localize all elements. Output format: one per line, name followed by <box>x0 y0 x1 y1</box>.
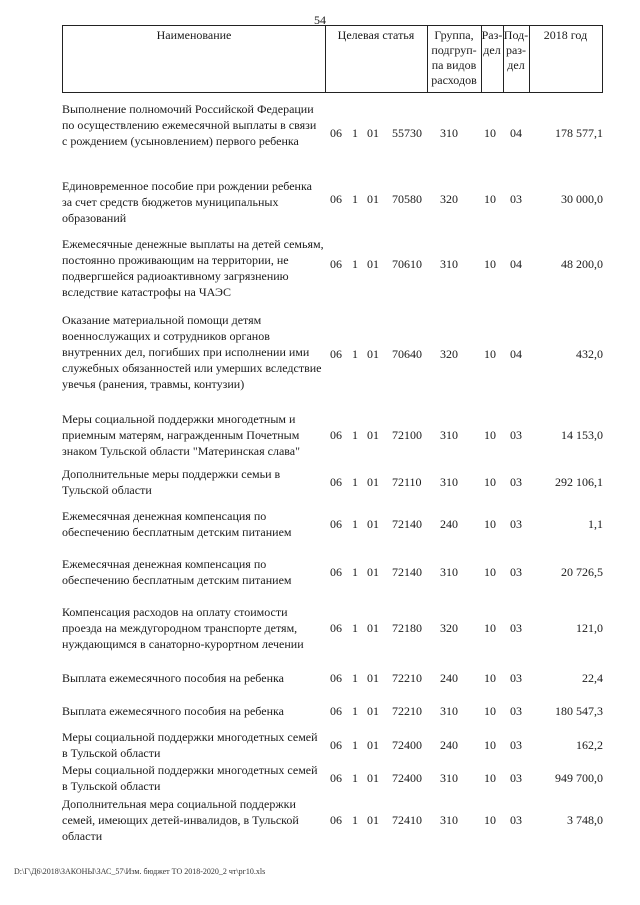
code-main-event: 01 <box>367 475 379 489</box>
code-direction: 72210 <box>392 671 422 685</box>
row-name: Дополнительная мера социальной поддержки семей, имеющих детей-инвалидов, в Тульской области <box>62 797 299 843</box>
row-name: Единовременное пособие при рождении ребенка за счет средств бюджетов муниципальных образований <box>62 179 312 225</box>
expense-group: 310 <box>440 428 458 442</box>
section: 10 <box>484 771 496 785</box>
code-program: 06 <box>330 771 342 785</box>
code-main-event: 01 <box>367 771 379 785</box>
code-program: 06 <box>330 126 342 140</box>
expense-group: 320 <box>440 347 458 361</box>
section: 10 <box>484 428 496 442</box>
code-main-event: 01 <box>367 621 379 635</box>
expense-group: 310 <box>440 813 458 827</box>
expense-group: 240 <box>440 671 458 685</box>
subsection: 04 <box>510 126 522 140</box>
code-main-event: 01 <box>367 192 379 206</box>
amount-2018: 1,1 <box>588 517 603 531</box>
page-number: 54 <box>314 13 326 27</box>
section: 10 <box>484 738 496 752</box>
code-subprogram: 1 <box>352 771 358 785</box>
header-subsection: Под- раз- дел <box>503 28 529 72</box>
code-subprogram: 1 <box>352 347 358 361</box>
row-name: Ежемесячная денежная компенсация по обеспечению бесплатным детским питанием <box>62 509 292 539</box>
expense-group: 320 <box>440 192 458 206</box>
subsection: 04 <box>510 347 522 361</box>
section: 10 <box>484 565 496 579</box>
amount-2018: 949 700,0 <box>555 771 603 785</box>
expense-group: 310 <box>440 704 458 718</box>
row-name: Меры социальной поддержки многодетных семей в Тульской области <box>62 763 318 793</box>
header-name: Наименование <box>156 28 232 42</box>
code-subprogram: 1 <box>352 126 358 140</box>
code-direction: 70580 <box>392 192 422 206</box>
header-target: Целевая статья <box>337 28 415 42</box>
code-direction: 72100 <box>392 428 422 442</box>
code-main-event: 01 <box>367 257 379 271</box>
code-subprogram: 1 <box>352 428 358 442</box>
expense-group: 240 <box>440 738 458 752</box>
row-name: Меры социальной поддержки многодетных семей в Тульской области <box>62 730 318 760</box>
code-direction: 72400 <box>392 771 422 785</box>
code-program: 06 <box>330 671 342 685</box>
code-direction: 72210 <box>392 704 422 718</box>
code-subprogram: 1 <box>352 517 358 531</box>
code-program: 06 <box>330 347 342 361</box>
code-direction: 72410 <box>392 813 422 827</box>
code-program: 06 <box>330 738 342 752</box>
code-direction: 55730 <box>392 126 422 140</box>
code-direction: 70640 <box>392 347 422 361</box>
subsection: 03 <box>510 475 522 489</box>
code-program: 06 <box>330 565 342 579</box>
section: 10 <box>484 517 496 531</box>
expense-group: 310 <box>440 565 458 579</box>
code-main-event: 01 <box>367 813 379 827</box>
code-direction: 72140 <box>392 565 422 579</box>
code-direction: 72140 <box>392 517 422 531</box>
row-name: Ежемесячные денежные выплаты на детей семьям, постоянно проживающим на территории, не подвергшейся радиоактивному загрязнению вследствие катастрофы на ЧАЭС <box>62 237 324 299</box>
amount-2018: 180 547,3 <box>555 704 603 718</box>
subsection: 03 <box>510 738 522 752</box>
row-name: Выплата ежемесячного пособия на ребенка <box>62 704 284 718</box>
section: 10 <box>484 347 496 361</box>
code-program: 06 <box>330 813 342 827</box>
code-main-event: 01 <box>367 428 379 442</box>
section: 10 <box>484 475 496 489</box>
code-main-event: 01 <box>367 347 379 361</box>
expense-group: 310 <box>440 771 458 785</box>
code-subprogram: 1 <box>352 475 358 489</box>
amount-2018: 162,2 <box>576 738 603 752</box>
header-section: Раз- дел <box>481 28 503 57</box>
expense-group: 320 <box>440 621 458 635</box>
code-subprogram: 1 <box>352 621 358 635</box>
amount-2018: 292 106,1 <box>555 475 603 489</box>
code-direction: 72400 <box>392 738 422 752</box>
code-main-event: 01 <box>367 671 379 685</box>
amount-2018: 22,4 <box>582 671 603 685</box>
row-name: Выполнение полномочий Российской Федерации по осуществлению ежемесячной выплаты в связи с рождением (усыновлением) первого ребенка <box>62 102 317 148</box>
section: 10 <box>484 671 496 685</box>
subsection: 03 <box>510 704 522 718</box>
code-program: 06 <box>330 475 342 489</box>
code-direction: 72110 <box>392 475 422 489</box>
subsection: 03 <box>510 813 522 827</box>
amount-2018: 48 200,0 <box>561 257 603 271</box>
code-main-event: 01 <box>367 126 379 140</box>
header-year: 2018 год <box>543 28 588 42</box>
file-path-footer: D:\Г\Д6\2018\ЗАКОНЫ\ЗАС_57\Изм. бюджет ТО 2018-2020_2 чт\рг10.xls <box>14 867 266 876</box>
code-program: 06 <box>330 621 342 635</box>
amount-2018: 14 153,0 <box>561 428 603 442</box>
subsection: 03 <box>510 565 522 579</box>
section: 10 <box>484 704 496 718</box>
row-name: Меры социальной поддержки многодетным и приемным матерям, награжденным Почетным знаком Тульской области "Материнская слава" <box>62 412 301 458</box>
subsection: 03 <box>510 192 522 206</box>
row-name: Дополнительные меры поддержки семьи в Тульской области <box>62 467 281 497</box>
code-program: 06 <box>330 192 342 206</box>
expense-group: 310 <box>440 126 458 140</box>
table-header <box>62 25 603 93</box>
code-direction: 70610 <box>392 257 422 271</box>
code-subprogram: 1 <box>352 704 358 718</box>
code-subprogram: 1 <box>352 671 358 685</box>
subsection: 03 <box>510 621 522 635</box>
code-program: 06 <box>330 704 342 718</box>
expense-group: 240 <box>440 517 458 531</box>
subsection: 03 <box>510 671 522 685</box>
amount-2018: 3 748,0 <box>567 813 603 827</box>
row-name: Компенсация расходов на оплату стоимости проезда на междугородном транспорте детям, нуждающимся в санаторно-курортном лечении <box>62 605 304 651</box>
code-subprogram: 1 <box>352 565 358 579</box>
code-program: 06 <box>330 257 342 271</box>
header-group: Группа, подгруп- па видов расходов <box>431 28 477 87</box>
code-main-event: 01 <box>367 565 379 579</box>
subsection: 03 <box>510 517 522 531</box>
section: 10 <box>484 621 496 635</box>
amount-2018: 30 000,0 <box>561 192 603 206</box>
expense-group: 310 <box>440 475 458 489</box>
code-direction: 72180 <box>392 621 422 635</box>
row-name: Оказание материальной помощи детям военнослужащих и сотрудников органов внутренних дел, погибших при исполнении ими служебных обязанностей или умерших вследствие увечья (ранения, травмы, контузии) <box>62 313 322 391</box>
code-program: 06 <box>330 517 342 531</box>
row-name: Ежемесячная денежная компенсация по обеспечению бесплатным детским питанием <box>62 557 292 587</box>
subsection: 03 <box>510 771 522 785</box>
code-program: 06 <box>330 428 342 442</box>
subsection: 04 <box>510 257 522 271</box>
amount-2018: 178 577,1 <box>555 126 603 140</box>
code-subprogram: 1 <box>352 813 358 827</box>
code-subprogram: 1 <box>352 192 358 206</box>
expense-group: 310 <box>440 257 458 271</box>
subsection: 03 <box>510 428 522 442</box>
code-subprogram: 1 <box>352 257 358 271</box>
amount-2018: 20 726,5 <box>561 565 603 579</box>
code-subprogram: 1 <box>352 738 358 752</box>
section: 10 <box>484 192 496 206</box>
code-main-event: 01 <box>367 738 379 752</box>
section: 10 <box>484 126 496 140</box>
row-name: Выплата ежемесячного пособия на ребенка <box>62 671 284 685</box>
section: 10 <box>484 257 496 271</box>
amount-2018: 121,0 <box>576 621 603 635</box>
section: 10 <box>484 813 496 827</box>
code-main-event: 01 <box>367 704 379 718</box>
amount-2018: 432,0 <box>576 347 603 361</box>
code-main-event: 01 <box>367 517 379 531</box>
